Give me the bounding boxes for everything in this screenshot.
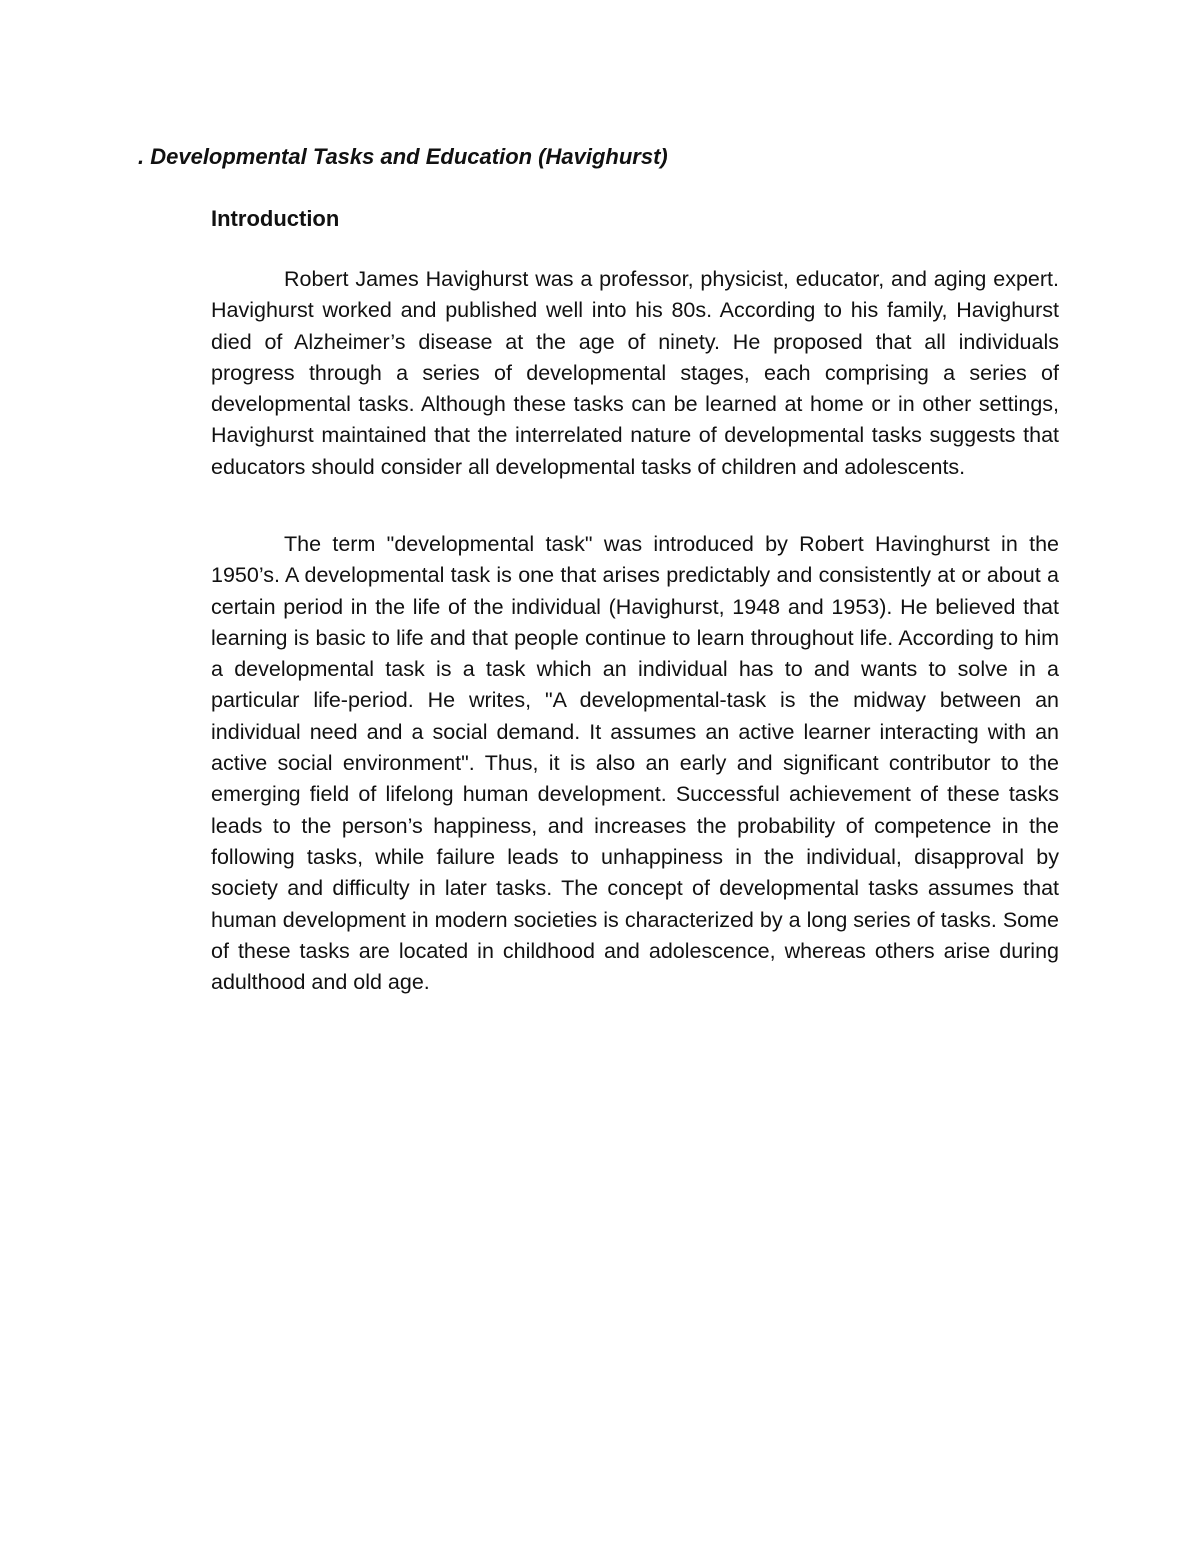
- section-heading-introduction: Introduction: [211, 206, 340, 231]
- document-title: . Developmental Tasks and Education (Havighurst): [138, 144, 668, 169]
- paragraph-2: The term "developmental task" was introduced by Robert Havinghurst in the 1950’s. A developmental task is one that arises predictably and consistently at or about a certain period in the life of the individual (Havighurst, 1948 and 1953). He believed that learning is basic to life and that people continue to learn throughout life. According to him a developmental task is a task which an individual has to and wants to solve in a particular life-period. He writes, "A developmental-task is the midway between an individual need and a social demand. It assumes an active learner interacting with an active social environment". Thus, it is also an early and significant contributor to the emerging field of lifelong human development. Successful achievement of these tasks leads to the person’s happiness, and increases the probability of competence in the following tasks, while failure leads to unhappiness in the individual, disapproval by society and difficulty in later tasks. The concept of developmental tasks assumes that human development in modern societies is characterized by a long series of tasks. Some of these tasks are located in childhood and adolescence, whereas others arise during adulthood and old age.: [211, 532, 1059, 995]
- paragraph-1: Robert James Havighurst was a professor, physicist, educator, and aging expert. Havighurst worked and published well into his 80s. According to his family, Havighurst died of Alzheimer’s disease at the age of ninety. He proposed that all individuals progress through a series of developmental stages, each comprising a series of developmental tasks. Although these tasks can be learned at home or in other settings, Havighurst maintained that the interrelated nature of developmental tasks suggests that educators should consider all developmental tasks of children and adolescents.: [211, 267, 1059, 479]
